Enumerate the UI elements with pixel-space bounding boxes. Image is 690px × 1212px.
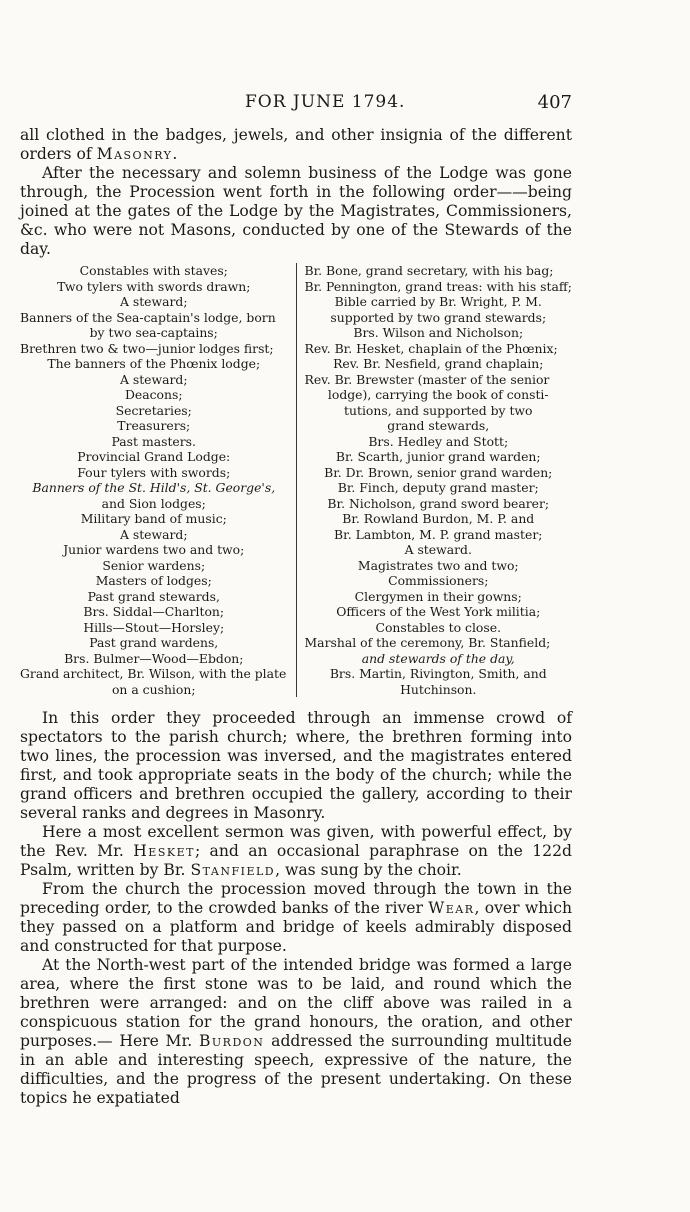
procession-line: Magistrates two and two; (357, 557, 519, 573)
procession-line: Banners of the Sea-captain's lodge, born (20, 309, 276, 325)
procession-line: Clergymen in their gowns; (354, 588, 522, 604)
procession-line: on a cushion; (111, 681, 196, 697)
procession-line: Br. Dr. Brown, senior grand warden; (324, 464, 553, 480)
procession-line: Br. Finch, deputy grand master; (337, 480, 539, 495)
small-caps-hesket: Hesket (133, 842, 195, 860)
procession-line: Constables with staves; (79, 263, 228, 278)
procession-line: Junior wardens two and two; (63, 542, 245, 557)
procession-line: Officers of the West York militia; (336, 604, 541, 619)
procession-line: Past grand wardens, (89, 635, 219, 650)
small-caps-masonry: Masonry (96, 145, 173, 163)
procession-line: lodge), carrying the book of consti- (327, 387, 549, 402)
procession-line: and Sion lodges; (101, 495, 206, 511)
procession-line: Rev. Br. Brewster (master of the senior (304, 371, 550, 387)
procession-line: by two sea-captains; (89, 325, 218, 340)
procession-right-column (297, 263, 573, 697)
procession-line: The banners of the Phœnix lodge; (47, 356, 261, 371)
procession-line: Hutchinson. (400, 681, 477, 697)
paragraph-3: In this order they proceeded through an immense crowd of spectators to the parish church; where, the brethren forming into two lines, the procession was inversed, and the magistrates entered first, and took appropriate seats in the body of the church; while the grand officers and brethren occupied the gallery, according to their several ranks and degrees in Masonry. (20, 709, 572, 822)
procession-line: Br. Bone, grand secretary, with his bag; (304, 263, 554, 278)
procession-line: Brs. Hedley and Stott; (368, 433, 509, 449)
procession-line: A steward; (119, 294, 188, 309)
procession-line: Commissioners; (388, 573, 489, 588)
procession-line: tutions, and supported by two (344, 402, 533, 418)
procession-line: Br. Scarth, junior grand warden; (335, 449, 541, 464)
procession-line: Rev. Br. Hesket, chaplain of the Phœnix; (304, 340, 558, 356)
procession-line: Br. Lambton, M. P. grand master; (334, 526, 543, 542)
procession-line: Constables to close. (375, 619, 502, 635)
procession-line: Br. Nicholson, grand sword bearer; (327, 495, 550, 511)
procession-list (20, 263, 572, 697)
procession-line: Brs. Wilson and Nicholson; (353, 325, 524, 340)
small-caps-stanfield: Stanfield (190, 861, 276, 879)
procession-line: Provincial Grand Lodge: (77, 449, 231, 464)
procession-line: Secretaries; (115, 402, 192, 418)
paragraph-4: Here a most excellent sermon was given, with powerful effect, by the Rev. Mr. Hesket; and an occasional paraphrase on the 122d Psalm, written by Br. Stanfield, was sung by the choir. (20, 823, 572, 879)
procession-line: Banners of the St. Hild's, St. George's, (32, 480, 276, 495)
procession-line: Grand architect, Br. Wilson, with the plate (20, 666, 287, 681)
procession-line: Treasurers; (117, 418, 191, 433)
procession-line: Rev. Br. Nesfield, grand chaplain; (333, 356, 544, 371)
procession-line: Marshal of the ceremony, Br. Stanfield; (304, 635, 551, 650)
procession-line: Br. Rowland Burdon, M. P. and (342, 511, 535, 526)
procession-line: and stewards of the day, (361, 650, 515, 666)
procession-line: Brs. Siddal—Charlton; (83, 604, 225, 619)
paragraph-6: At the North-west part of the intended bridge was formed a large area, where the first stone was to be laid, and round which the brethren were arranged: and on the cliff above was railed in a conspicuous station for the grand honours, the oration, and other purposes.— Here Mr. Burdon addressed the surrounding multitude in an able and interesting speech, expressive of the nature, the difficulties, and the progress of the present undertaking. On these topics he expatiated (20, 956, 572, 1107)
procession-line: Past masters. (111, 433, 196, 449)
paragraph-2: After the necessary and solemn business of the Lodge was gone through, the Procession went forth in the following order——being joined at the gates of the Lodge by the Magistrates, Commissioners, &c. who were not Masons, conducted by one of the Stewards of the day. (20, 164, 572, 258)
small-caps-burdon: Burdon (198, 1032, 265, 1050)
small-caps-wear: Wear (428, 899, 475, 917)
procession-line: Br. Pennington, grand treas: with his staff; (304, 278, 572, 294)
procession-line: Brethren two & two—junior lodges first; (20, 340, 274, 356)
procession-line: Military band of music; (80, 511, 227, 526)
procession-line: grand stewards, (387, 418, 490, 433)
procession-line: Two tylers with swords drawn; (57, 278, 251, 294)
procession-line: A steward; (119, 526, 188, 542)
procession-line: Senior wardens; (102, 557, 206, 573)
procession-line: A steward. (404, 542, 472, 557)
procession-line: Four tylers with swords; (77, 464, 231, 480)
procession-line: supported by two grand stewards; (330, 309, 547, 325)
procession-line: Masters of lodges; (95, 573, 212, 588)
procession-line: Deacons; (124, 387, 183, 402)
procession-line: Past grand stewards, (87, 588, 220, 604)
page-header (20, 92, 572, 126)
procession-left-column (20, 263, 297, 697)
procession-line: Brs. Martin, Rivington, Smith, and (329, 666, 547, 681)
running-title: FOR JUNE 1794. (245, 92, 406, 112)
procession-line: Hills—Stout—Horsley; (83, 619, 225, 635)
procession-line: Brs. Bulmer—Wood—Ebdon; (64, 650, 244, 666)
paragraph-1: all clothed in the badges, jewels, and other insignia of the different orders of Masonry. (20, 126, 572, 163)
paragraph-5: From the church the procession moved through the town in the preceding order, to the crowded banks of the river Wear, over which they passed on a platform and bridge of keels admirably disposed and constructed for that purpose. (20, 880, 572, 955)
procession-line: Bible carried by Br. Wright, P. M. (334, 294, 542, 309)
procession-line: A steward; (119, 371, 188, 387)
page-number: 407 (537, 92, 572, 113)
